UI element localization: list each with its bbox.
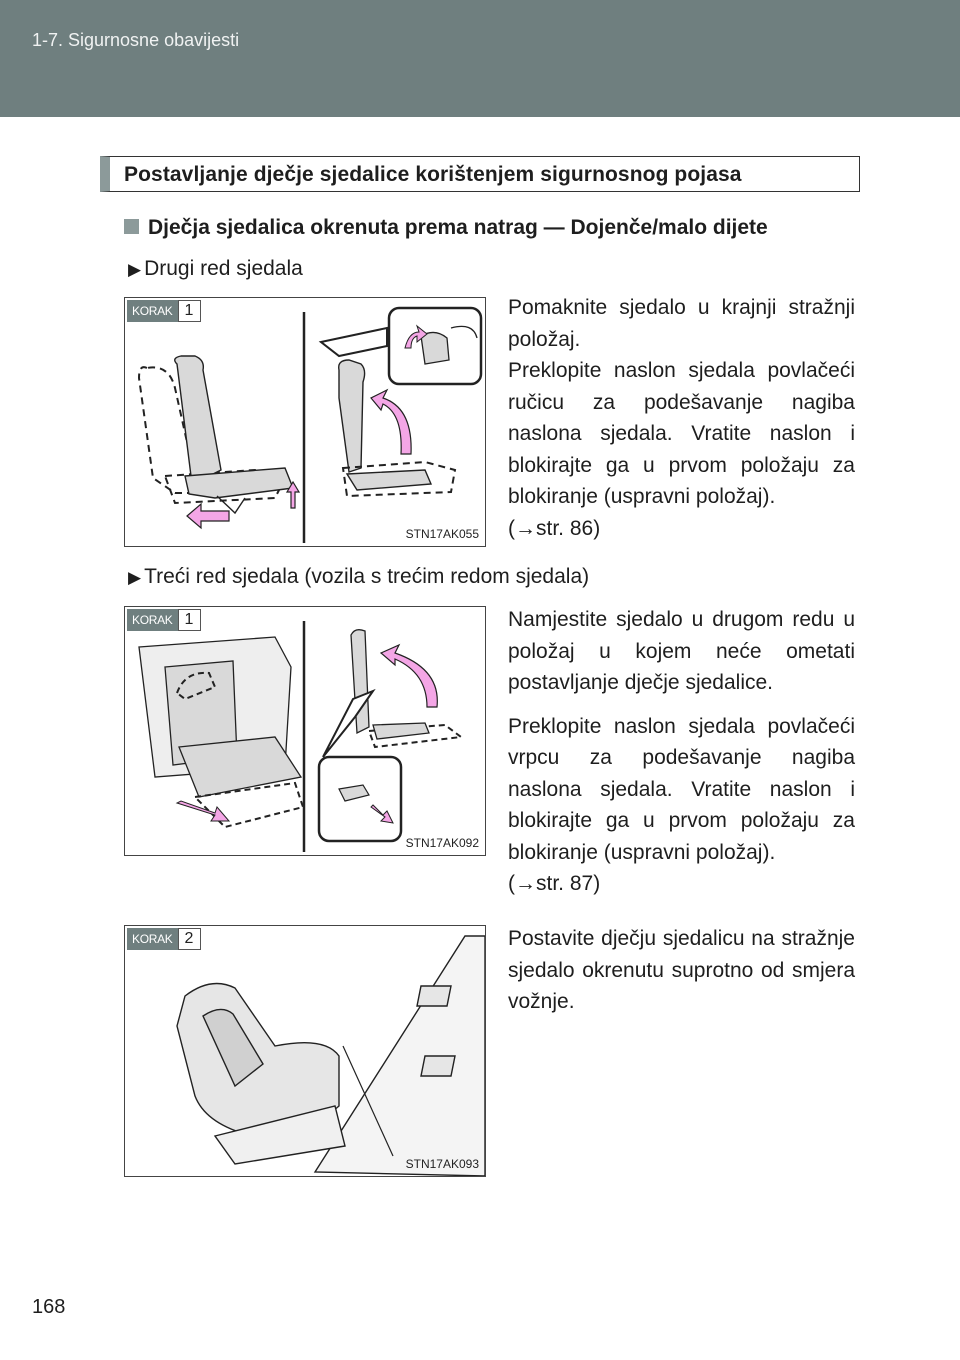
- page-reference: (→str. 86): [508, 516, 601, 540]
- step2-text: [508, 923, 855, 1018]
- page-number: 168: [32, 1296, 66, 1318]
- step-badge: [127, 928, 201, 950]
- bullet-third-row-text: Treći red sjedala (vozila s trećim redom sjedala): [144, 565, 590, 588]
- figure-step2: [124, 925, 486, 1177]
- step1-third-row-text: [508, 604, 855, 900]
- bullet-second-row-text: Drugi red sjedala: [144, 257, 303, 280]
- figure-code: STN17AK092: [405, 836, 479, 850]
- triangle-bullet-icon: ▶: [128, 568, 142, 587]
- seat-fold-illustration: [125, 607, 486, 856]
- step-badge-number: 1: [178, 300, 202, 322]
- section-label: 1-7. Sigurnosne obavijesti: [32, 30, 240, 50]
- step-badge-label: KORAK: [127, 928, 178, 950]
- figure-code: STN17AK055: [405, 527, 479, 541]
- step-badge: [127, 609, 201, 631]
- step-badge-label: KORAK: [127, 300, 178, 322]
- square-bullet-icon: [124, 219, 139, 234]
- section-title: Postavljanje dječje sjedalice korištenjem sigurnosnog pojasa: [100, 156, 860, 192]
- step-badge-number: 2: [178, 928, 202, 950]
- step1-second-row-text: [508, 292, 855, 544]
- step-badge-label: KORAK: [127, 609, 178, 631]
- step-text: Postavite dječju sjedalicu na stražnje sjedalo okrenutu suprotno od smjera vožnje.: [508, 927, 855, 1013]
- figure-step1-third-row: [124, 606, 486, 856]
- step-text: Preklopite naslon sjedala povlačeći ručicu za podešavanje nagiba naslona sjedala. Vratite naslon i blokirajte ga u prvom položaju za blokiranje (uspravni položaj).: [508, 359, 855, 508]
- step-text: Preklopite naslon sjedala povlačeći vrpcu za podešavanje nagiba naslona sjedala. Vratite naslon i blokirajte ga u prvom položaju za blokiranje (uspravni položaj).: [508, 714, 855, 864]
- triangle-bullet-icon: ▶: [128, 260, 142, 279]
- step-text: Pomaknite sjedalo u krajnji stražnji položaj.: [508, 296, 855, 351]
- bullet-second-row: [128, 257, 303, 281]
- figure-code: STN17AK093: [405, 1157, 479, 1171]
- step-badge-number: 1: [178, 609, 202, 631]
- header-band: [0, 0, 960, 117]
- page-reference: (→str. 87): [508, 872, 601, 895]
- figure-step1-second-row: [124, 297, 486, 547]
- child-seat-illustration: [125, 926, 486, 1177]
- step-text: Namjestite sjedalo u drugom redu u položaj u kojem neće ometati postavljanje dječje sjedalice.: [508, 608, 855, 694]
- subheading-text: Dječja sjedalica okrenuta prema natrag — Dojenče/malo dijete: [148, 216, 768, 239]
- seat-slide-illustration: [125, 298, 486, 547]
- bullet-third-row: [128, 565, 589, 589]
- step-badge: [127, 300, 201, 322]
- subheading: [124, 216, 768, 240]
